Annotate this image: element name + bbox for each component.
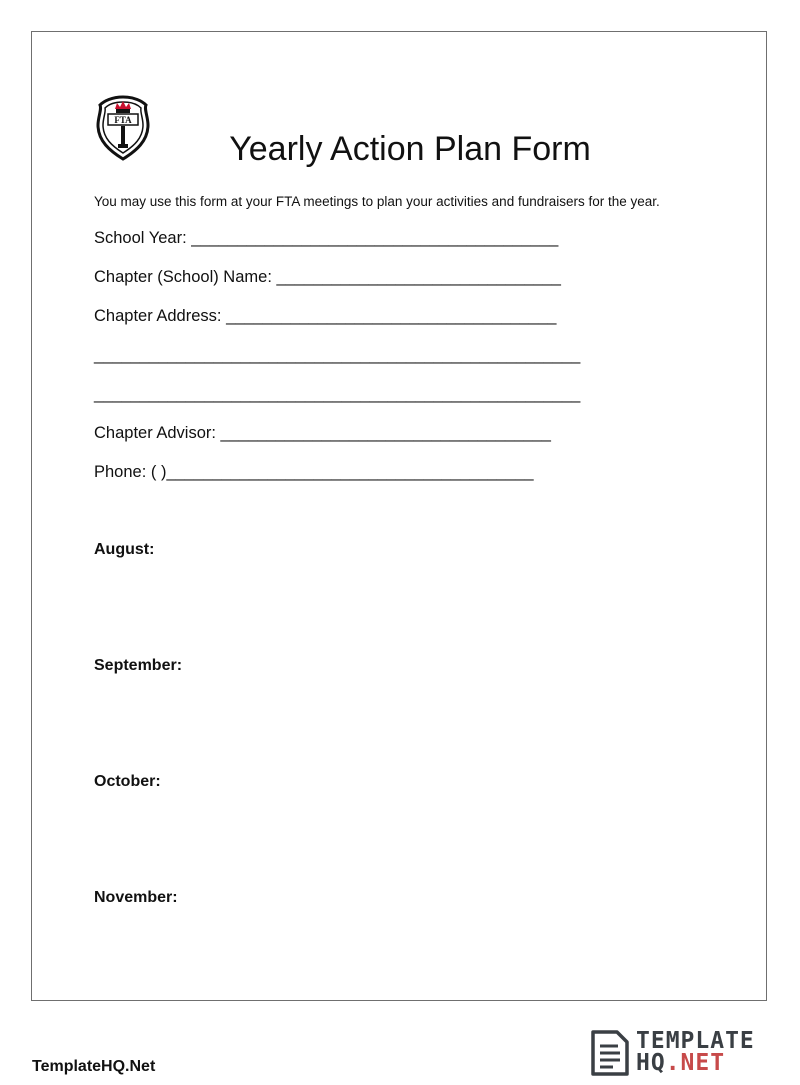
document-icon (589, 1030, 631, 1076)
phone-field[interactable]: Phone: ( )________________________________________ (94, 463, 534, 481)
brand-logo (636, 1030, 776, 1074)
chapter-name-field[interactable]: Chapter (School) Name: _______________________________ (94, 268, 561, 286)
logo-text: FTA (114, 115, 132, 125)
month-september-heading: September: (94, 657, 183, 674)
chapter-advisor-field[interactable]: Chapter Advisor: ____________________________________ (94, 424, 551, 442)
fta-logo (94, 95, 152, 161)
footer-site-text: TemplateHQ.Net (32, 1058, 156, 1075)
month-october-heading: October: (94, 773, 161, 790)
intro-text: You may use this form at your FTA meetings to plan your activities and fundraisers for the year. (94, 194, 660, 209)
brand-hq: HQ (636, 1050, 666, 1076)
month-august-heading: August: (94, 541, 155, 558)
address-line-1-field[interactable]: _____________________________________________________ (94, 346, 581, 364)
month-november-heading: November: (94, 889, 178, 906)
form-page (31, 31, 767, 1001)
address-line-2-field[interactable]: _____________________________________________________ (94, 385, 581, 403)
fta-emblem-icon (94, 95, 152, 161)
page-title: Yearly Action Plan Form (229, 130, 591, 168)
brand-net: .NET (665, 1050, 726, 1076)
brand-line-1: TEMPLATE (636, 1028, 755, 1054)
chapter-address-field[interactable]: Chapter Address: ____________________________________ (94, 307, 557, 325)
school-year-field[interactable]: School Year: ________________________________________ (94, 229, 559, 247)
